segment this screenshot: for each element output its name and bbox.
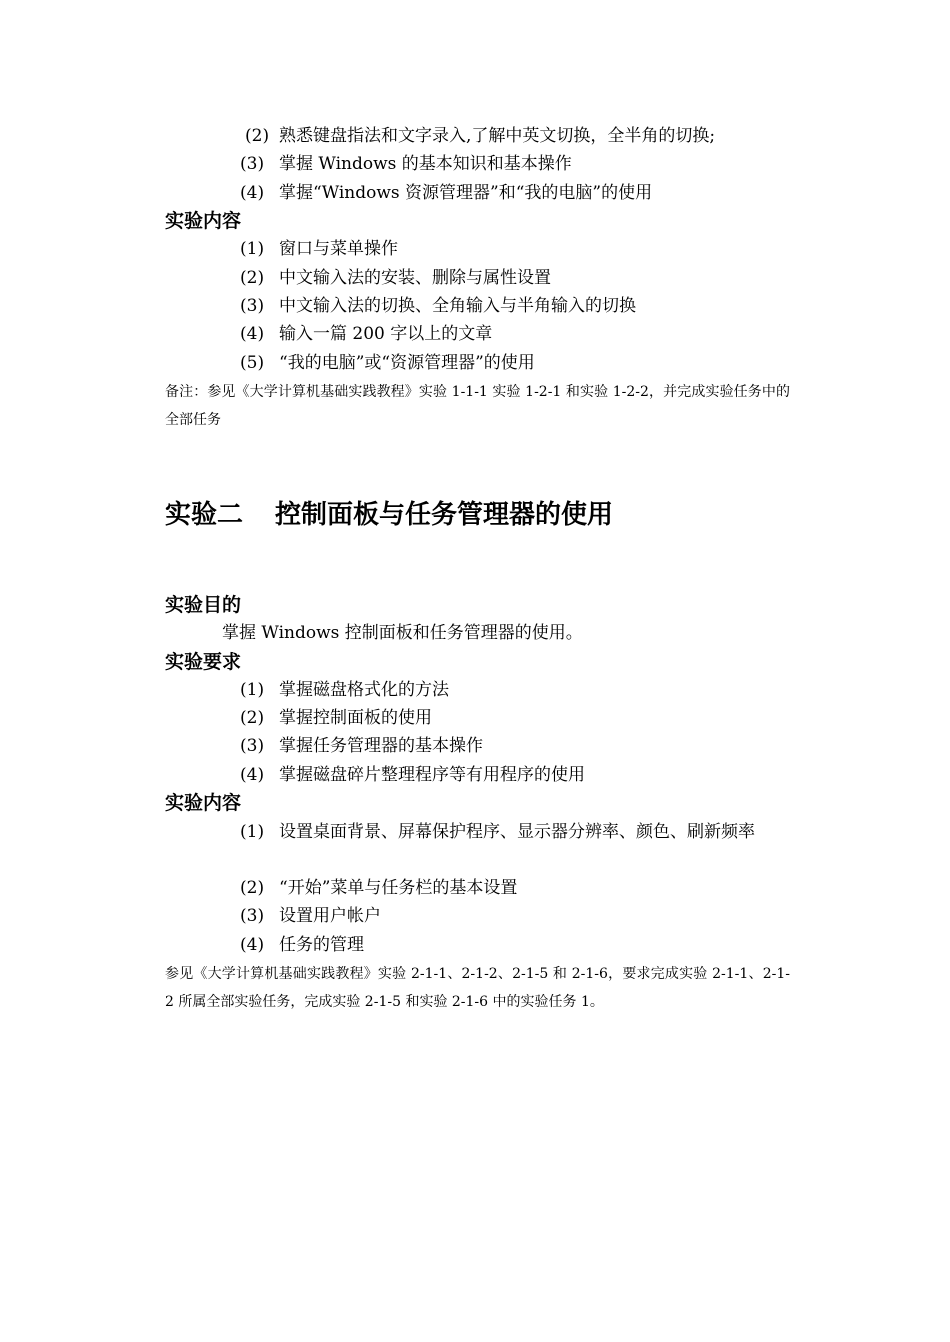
list-number: (3) bbox=[240, 296, 265, 316]
exp2-title-number: 实验二 bbox=[165, 500, 244, 530]
list-text: 掌握磁盘格式化的方法 bbox=[279, 680, 449, 700]
list-number: (3) bbox=[240, 906, 265, 926]
exp2-title bbox=[165, 497, 613, 533]
list-text: 任务的管理 bbox=[279, 935, 364, 955]
list-number: (1) bbox=[240, 239, 265, 259]
list-number: (4) bbox=[240, 765, 265, 785]
list-text: 掌握任务管理器的基本操作 bbox=[279, 736, 483, 756]
list-text: 掌握控制面板的使用 bbox=[279, 708, 432, 728]
exp2-requirements-heading: 实验要求 bbox=[165, 651, 242, 673]
list-number: (4) bbox=[240, 935, 265, 955]
list-number: (2) bbox=[240, 878, 265, 898]
exp1-content-heading: 实验内容 bbox=[165, 210, 242, 232]
exp2-purpose-heading: 实验目的 bbox=[165, 594, 242, 616]
list-number: (2) bbox=[245, 126, 270, 146]
list-number: (3) bbox=[240, 736, 265, 756]
list-number: (2) bbox=[240, 708, 265, 728]
list-text: “我的电脑”或“资源管理器”的使用 bbox=[279, 353, 535, 373]
list-text: “开始”菜单与任务栏的基本设置 bbox=[279, 878, 518, 898]
exp2-purpose-text: 掌握 Windows 控制面板和任务管理器的使用。 bbox=[222, 623, 583, 643]
exp2-content-heading: 实验内容 bbox=[165, 792, 242, 814]
list-number: (3) bbox=[240, 154, 265, 174]
list-text: 设置桌面背景、屏幕保护程序、显示器分辨率、颜色、刷新频率 bbox=[279, 822, 755, 842]
exp1-note: 备注：参见《大学计算机基础实践教程》实验 1-1-1 实验 1-2-1 和实验 1-2-2，并完成实验任务中的全部任务 bbox=[165, 384, 790, 428]
list-text: 输入一篇 200 字以上的文章 bbox=[279, 324, 493, 344]
list-text: 中文输入法的切换、全角输入与半角输入的切换 bbox=[279, 296, 636, 316]
list-number: (1) bbox=[240, 680, 265, 700]
exp2-title-name: 控制面板与任务管理器的使用 bbox=[275, 500, 614, 530]
list-number: (2) bbox=[240, 268, 265, 288]
list-number: (4) bbox=[240, 183, 265, 203]
list-text: 掌握“Windows 资源管理器”和“我的电脑”的使用 bbox=[279, 183, 653, 203]
exp2-note: 参见《大学计算机基础实践教程》实验 2-1-1、2-1-2、2-1-5 和 2-1-6，要求完成实验 2-1-1、2-1-2 所属全部实验任务，完成实验 2-1-5 和实验 2-1-6 中的实验任务 1。 bbox=[165, 966, 790, 1010]
list-number: (1) bbox=[240, 822, 265, 842]
list-text: 窗口与菜单操作 bbox=[279, 239, 398, 259]
list-text: 掌握 Windows 的基本知识和基本操作 bbox=[279, 154, 572, 174]
list-number: (5) bbox=[240, 353, 265, 373]
list-text: 设置用户帐户 bbox=[279, 906, 381, 926]
list-text: 中文输入法的安装、删除与属性设置 bbox=[279, 268, 551, 288]
list-text: 掌握磁盘碎片整理程序等有用程序的使用 bbox=[279, 765, 585, 785]
list-number: (4) bbox=[240, 324, 265, 344]
list-text: 熟悉键盘指法和文字录入,了解中英文切换，全半角的切换; bbox=[279, 126, 716, 146]
